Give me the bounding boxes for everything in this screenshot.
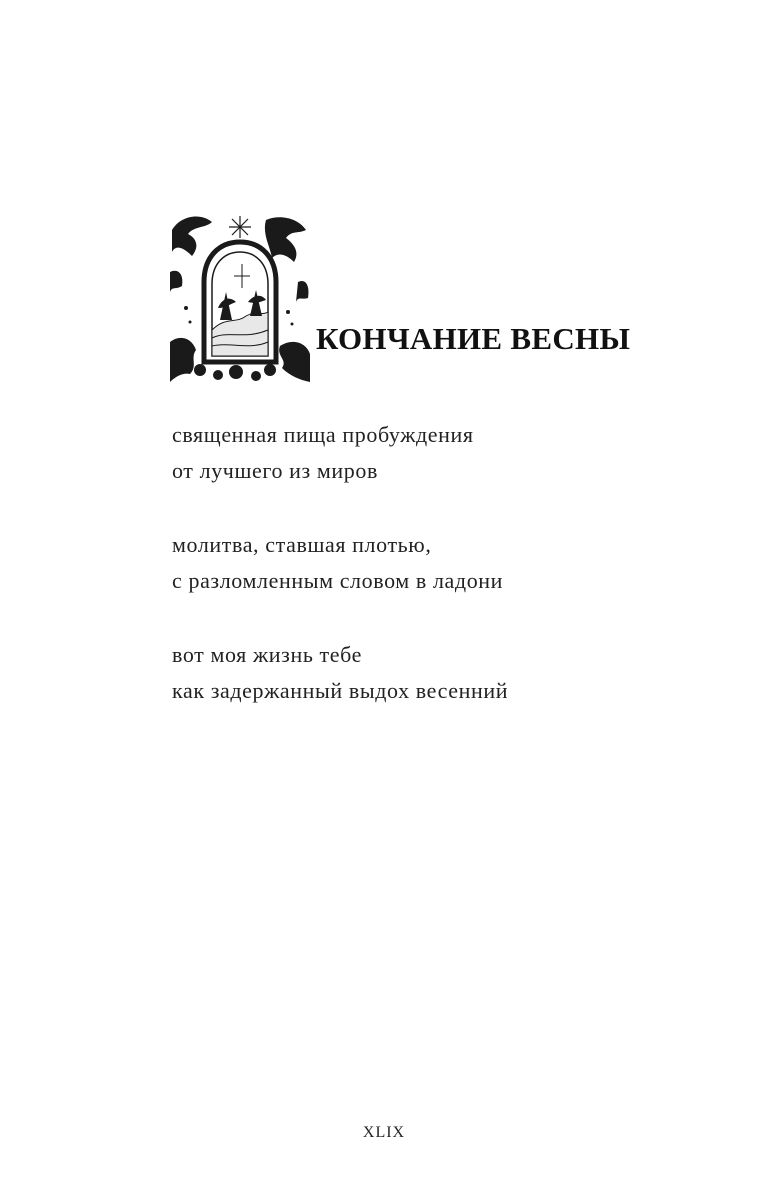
- stanza-1: [172, 417, 692, 489]
- poem-line: с разломленным словом в ладони: [172, 568, 504, 593]
- ornamental-initial-illustration: [170, 212, 310, 382]
- stanza-2: [172, 527, 692, 599]
- stanza-3: [172, 637, 692, 709]
- poem-line: как задержанный выдох весенний: [172, 678, 509, 703]
- poem-line: священная пища пробуждения: [172, 422, 474, 447]
- poem-line: от лучшего из миров: [172, 458, 378, 483]
- poem-line: вот моя жизнь тебе: [172, 642, 363, 667]
- poem-line: молитва, ставшая плотью,: [172, 532, 432, 557]
- decorated-initial-letter: [170, 212, 310, 382]
- poem-title: КОНЧАНИЕ ВЕСНЫ: [316, 320, 631, 356]
- page-number: XLIX: [362, 1124, 406, 1141]
- chapter-heading: [170, 212, 650, 382]
